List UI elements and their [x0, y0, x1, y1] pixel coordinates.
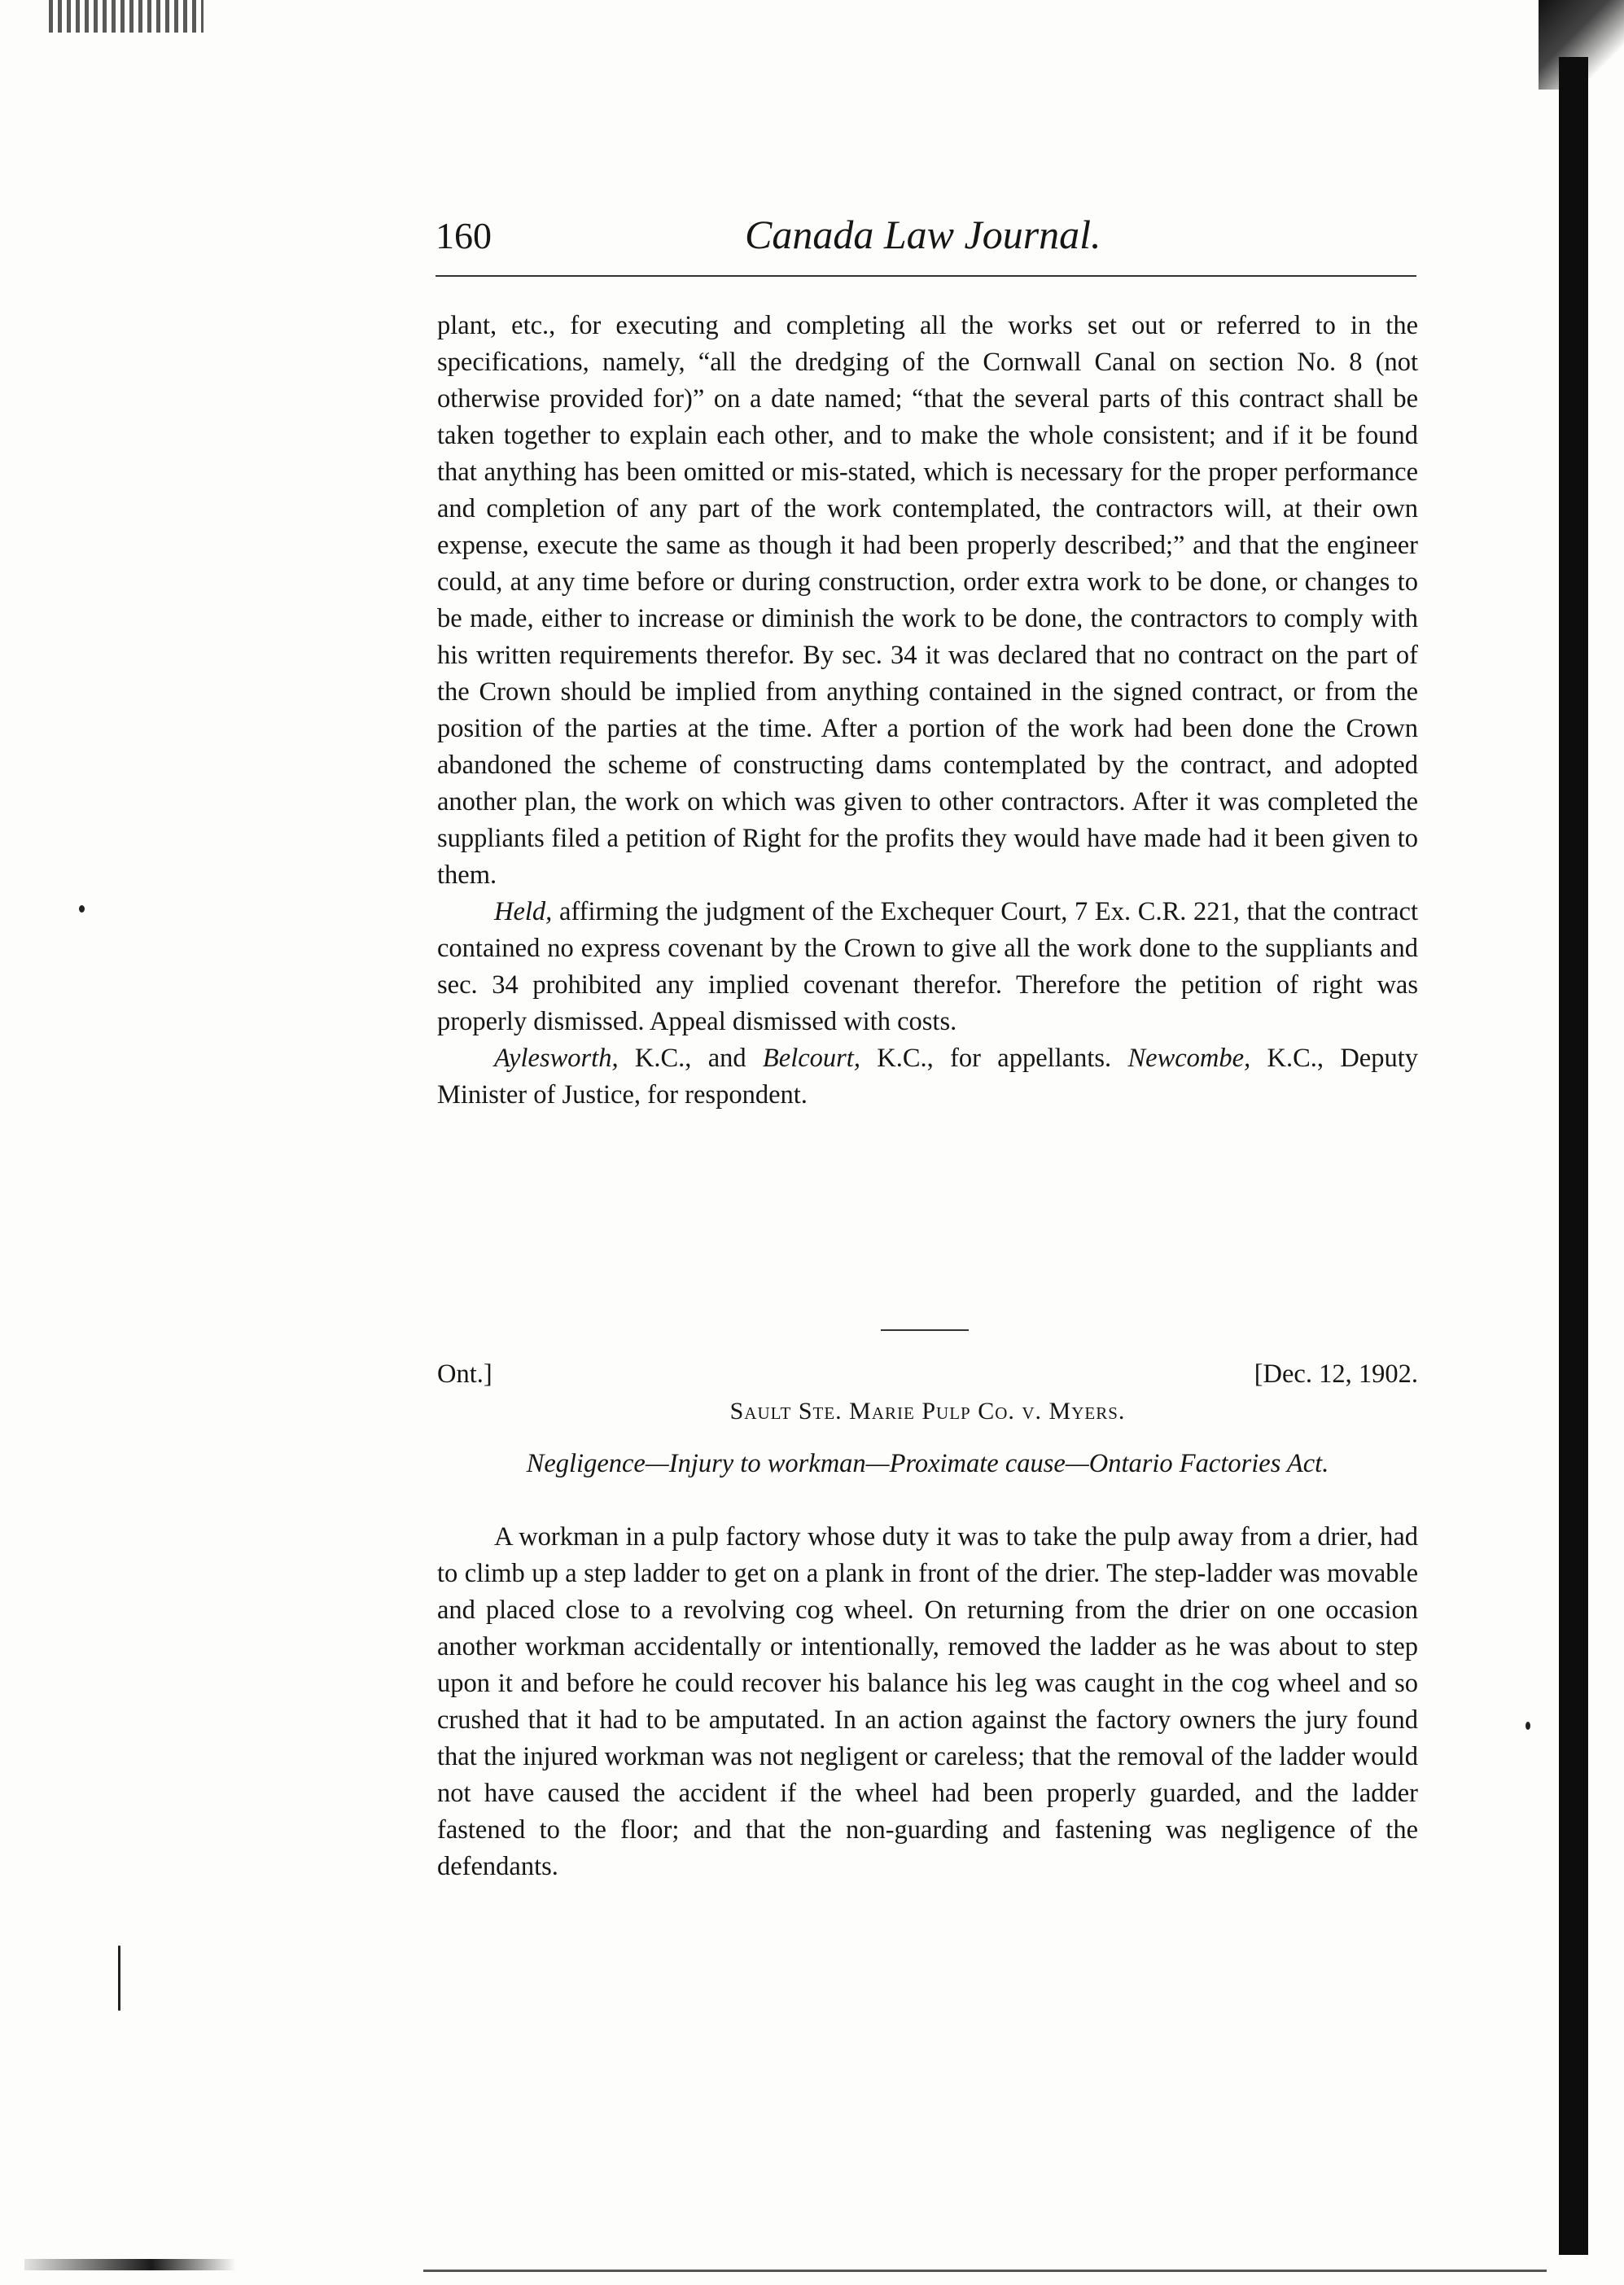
section-separator: [881, 1329, 969, 1331]
counsel-name: Aylesworth,: [494, 1044, 619, 1073]
held-text: affirming the judgment of the Exchequer Court, 7 Ex. C.R. 221, that the contract contained no express covenant by the Crown to give all the work done to the suppliants and sec. 34 prohibited any implied covenant therefor. Therefore the petition of right was properly dismissed. Appeal dismissed with costs.: [437, 897, 1418, 1036]
header-rule: [436, 275, 1416, 277]
page-header: [436, 208, 1416, 265]
counsel-text: K.C., for appellants.: [860, 1044, 1128, 1073]
counsel-name: Newcombe,: [1127, 1044, 1251, 1073]
scan-speck: [1526, 1722, 1530, 1730]
counsel-name: Belcourt,: [762, 1044, 860, 1073]
running-title: Canada Law Journal.: [745, 212, 1101, 257]
case-headnote: Negligence—Injury to workman—Proximate cause—Ontario Factories Act.: [526, 1449, 1329, 1478]
counsel-text: K.C., and: [618, 1044, 763, 1073]
scan-edge-right: [1559, 57, 1588, 2255]
scan-edge-bottom-left: [24, 2259, 236, 2270]
scan-speck: [118, 1946, 120, 2011]
paragraph: plant, etc., for executing and completing all the works set out or referred to in the specifications, namely, “all the dredging of the Cornwall Canal on section No. 8 (not otherwise provided for)” on a date named; “that the several parts of this contract shall be taken together to explain each other, and to make the whole consistent; and if it be found that anything has been omitted or mis-stated, which is necessary for the proper performance and completion of any part of the work contemplated, the contractors will, at their own expense, execute the same as though it had been properly described;” and that the engineer could, at any time before or during construction, order extra work to be done, or changes to be made, either to increase or diminish the work to be done, the contractors to comply with his written requirements therefor. By sec. 34 it was declared that no contract on the part of the Crown should be implied from anything contained in the signed contract, or from the position of the parties at the time. After a portion of the work had been done the Crown abandoned the scheme of constructing dams contemplated by the contract, and adopted another plan, the work on which was given to other contractors. After it was completed the suppliants filed a petition of Right for the profits they would have made had it been given to them.: [437, 311, 1418, 890]
scan-edge-top-left: [49, 0, 204, 33]
case-title: Sault Ste. Marie Pulp Co. v. Myers.: [729, 1398, 1126, 1425]
case-line: [437, 1359, 1418, 1397]
counsel-text: K.C., Deputy Minister of Justice, for respondent.: [437, 1044, 1418, 1110]
page-number: 160: [436, 215, 492, 256]
court-label: Ont.]: [437, 1359, 492, 1389]
case-date: [Dec. 12, 1902.: [1254, 1359, 1418, 1389]
scan-edge-bottom: [423, 2270, 1547, 2272]
paragraph-held: [437, 894, 1418, 1040]
article-body: [437, 308, 1418, 1114]
held-label: Held,: [494, 897, 553, 926]
paragraph-counsel: [437, 1040, 1418, 1114]
case-body: [437, 1519, 1418, 1885]
paragraph: A workman in a pulp factory whose duty it was to take the pulp away from a drier, had to climb up a step ladder to get on a plank in front of the drier. The step-ladder was movable and placed close to a revolving cog wheel. On returning from the drier on one occasion another workman accidentally or intentionally, removed the ladder as he was about to step upon it and before he could recover his balance his leg was caught in the cog wheel and so crushed that it had to be amputated. In an action against the factory owners the jury found that the injured workman was not negligent or careless; that the removal of the ladder would not have caused the accident if the wheel had been properly guarded, and the ladder fastened to the floor; and that the non-guarding and fastening was negligence of the defendants.: [437, 1522, 1418, 1881]
scan-speck: [79, 905, 85, 913]
